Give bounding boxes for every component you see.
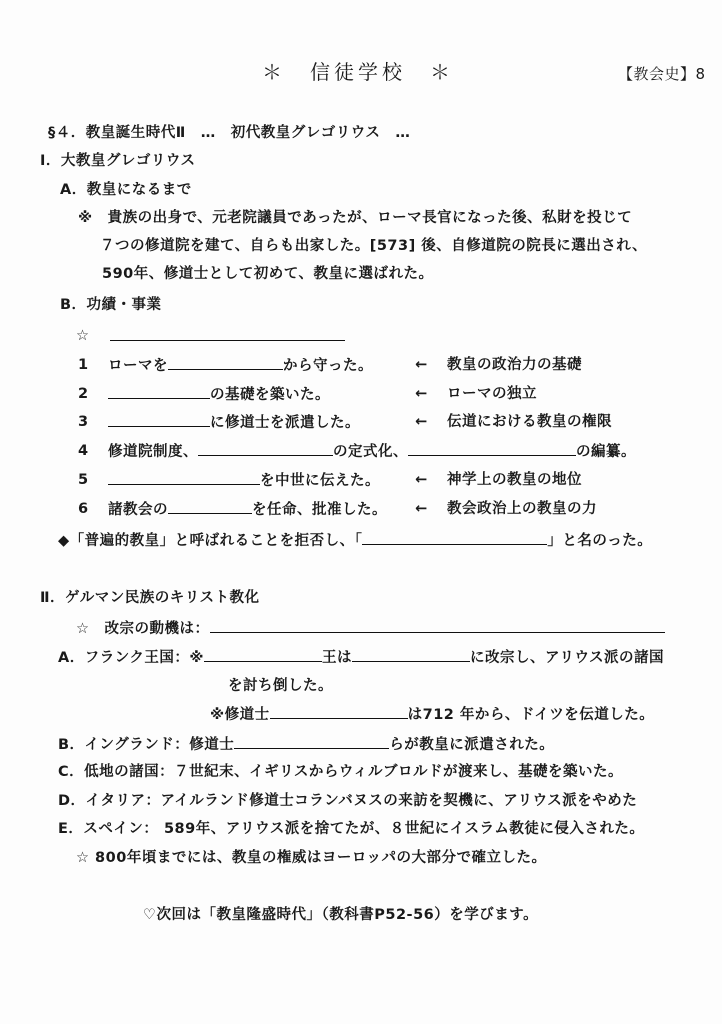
item-note: 神学上の教皇の地位 — [447, 472, 582, 488]
fill-blank[interactable] — [168, 355, 283, 370]
item-text: らが教皇に派遣された。 — [389, 737, 555, 753]
item-note: 伝道における教皇の権限 — [447, 414, 612, 430]
item-text: ◆「普遍的教皇」と呼ばれることを拒否し、「 — [58, 533, 363, 549]
item-text: 王は — [322, 650, 353, 666]
text-line: 590年、修道士として初めて、教皇に選ばれた。 — [102, 266, 434, 282]
fill-blank[interactable] — [168, 499, 252, 514]
fill-blank[interactable] — [362, 530, 547, 545]
text-line: を討ち倒した。 — [228, 678, 333, 694]
text-line: E．スペイン： 589年、アリウス派を捨てたが、８世紀にイスラム教徒に侵入された。 — [58, 821, 645, 837]
item-number: 5 — [78, 472, 89, 488]
item-text: の定式化、 — [333, 444, 408, 460]
star-line — [76, 326, 436, 346]
england-line — [58, 734, 554, 755]
item-text: の基礎を築いた。 — [210, 387, 330, 403]
subheading-a: A．教皇になるまで — [60, 182, 192, 198]
motive-line — [76, 618, 665, 639]
star-icon: ☆ — [76, 328, 90, 344]
arrow-left-icon: ← — [415, 386, 428, 402]
course-label: 【教会史】8 — [618, 65, 706, 83]
item-note: 教会政治上の教皇の力 — [447, 501, 597, 517]
item-text: B．イングランド：修道士 — [58, 737, 235, 753]
item-text: ローマを — [108, 358, 168, 374]
item-number: 6 — [78, 501, 89, 517]
text-line: ☆ 800年頃までには、教皇の権威はヨーロッパの大部分で確立した。 — [76, 850, 547, 866]
text-line: D．イタリア：アイルランド修道士コランバヌスの来訪を契機に、アリウス派をやめた — [58, 793, 638, 809]
item-note: 教皇の政治力の基礎 — [447, 357, 582, 373]
arrow-left-icon: ← — [415, 357, 428, 373]
fill-blank[interactable] — [210, 618, 665, 633]
item-number: 1 — [78, 357, 89, 373]
fill-blank[interactable] — [234, 734, 389, 749]
section-heading: §４．教皇誕生時代Ⅱ … 初代教皇グレゴリウス … — [48, 125, 411, 141]
footer-note: ♡次回は「教皇隆盛時代」（教科書P52-56）を学びます。 — [143, 907, 539, 923]
item-text: 諸教会の — [108, 502, 168, 518]
item-text: を中世に伝えた。 — [260, 473, 380, 489]
subheading-b: B．功績・事業 — [60, 297, 162, 313]
part1-heading: Ⅰ．大教皇グレゴリウス — [40, 153, 196, 169]
item-text: に修道士を派遣した。 — [210, 415, 360, 431]
diamond-line — [58, 530, 652, 551]
item-text: ☆ 改宗の動機は： — [76, 621, 210, 637]
item-text: 」と名のった。 — [547, 533, 653, 549]
item-text: の編纂。 — [576, 444, 636, 460]
fill-blank[interactable] — [108, 384, 210, 399]
item-text: A．フランク王国：※ — [58, 650, 205, 666]
item-text: ※修道士 — [210, 707, 270, 723]
item-text: を任命、批准した。 — [252, 502, 387, 518]
item-number: 4 — [78, 443, 89, 459]
item-text: に改宗し、アリウス派の諸国 — [470, 650, 665, 666]
text-line: C．低地の諸国：７世紀末、イギリスからウィルブロルドが渡来し、基礎を築いた。 — [58, 764, 623, 780]
fill-blank[interactable] — [352, 647, 470, 662]
item-number: 3 — [78, 414, 89, 430]
item-note: ローマの独立 — [447, 386, 537, 402]
text-line: ※ 貴族の出身で、元老院議員であったが、ローマ長官になった後、私財を投じて — [78, 210, 633, 226]
fill-blank[interactable] — [108, 470, 260, 485]
monk-line — [210, 704, 654, 725]
item-number: 2 — [78, 386, 89, 402]
frank-line — [58, 647, 664, 668]
fill-blank[interactable] — [408, 441, 576, 456]
page-title: ＊ 信徒学校 ＊ — [262, 60, 454, 84]
text-line: ７つの修道院を建て、自らも出家した。[573] 後、自修道院の院長に選出され、 — [100, 238, 648, 254]
arrow-left-icon: ← — [415, 414, 428, 430]
fill-blank[interactable] — [204, 647, 322, 662]
item-text: 修道院制度、 — [108, 444, 198, 460]
item-text: から守った。 — [283, 358, 373, 374]
fill-blank[interactable] — [198, 441, 333, 456]
item-text: は712 年から、ドイツを伝道した。 — [407, 707, 655, 723]
arrow-left-icon: ← — [415, 472, 428, 488]
part2-heading: Ⅱ．ゲルマン民族のキリスト教化 — [40, 590, 260, 606]
arrow-left-icon: ← — [415, 501, 428, 517]
fill-blank[interactable] — [108, 412, 210, 427]
fill-blank[interactable] — [270, 704, 408, 719]
fill-blank[interactable] — [110, 326, 345, 341]
